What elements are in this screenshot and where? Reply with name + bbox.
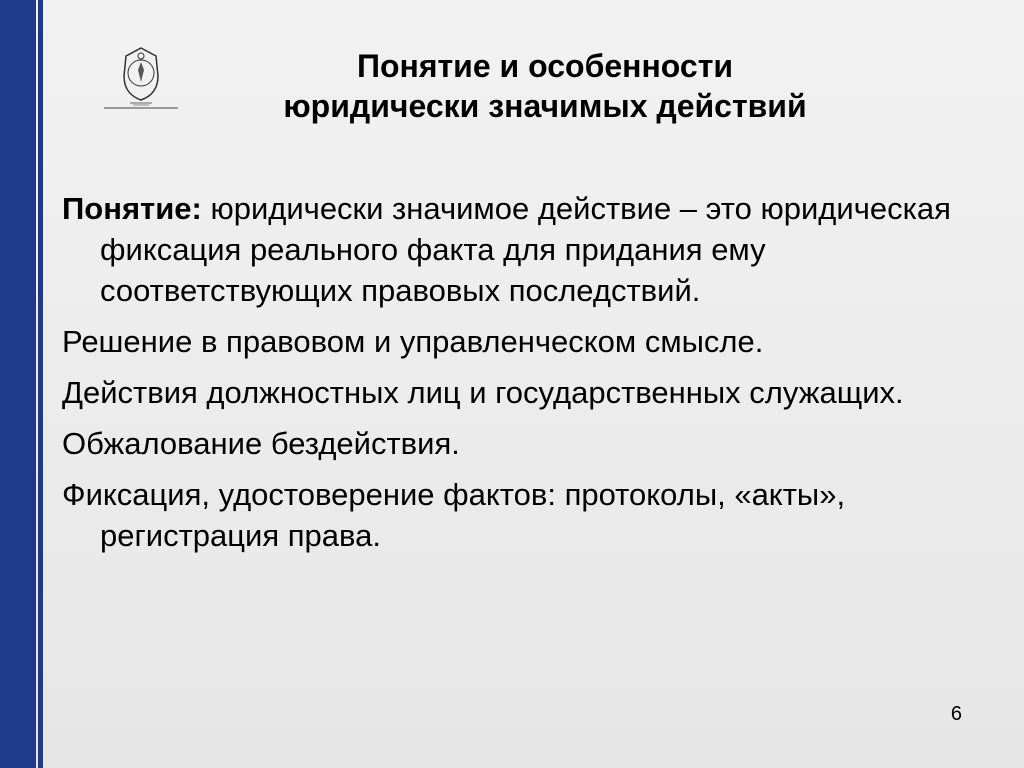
paragraph-text: Обжалование бездействия.	[62, 426, 460, 461]
left-accent-bar	[0, 0, 36, 768]
paragraph-text: юридически значимое действие – это юридическая фиксация реального факта для придания ему соответствующих правовых последствий.	[100, 191, 951, 308]
university-seal-icon	[100, 42, 182, 114]
paragraph-definition	[62, 188, 962, 311]
paragraph-text: Действия должностных лиц и государственных служащих.	[62, 375, 904, 410]
page-number: 6	[950, 703, 962, 725]
slide-title	[200, 46, 890, 126]
paragraph-text: Фиксация, удостоверение фактов: протоколы, «акты», регистрация права.	[62, 477, 846, 553]
left-accent-stripe	[38, 0, 43, 768]
paragraph-decision	[62, 321, 962, 362]
paragraph-inaction-appeal	[62, 423, 962, 464]
paragraph-fact-fixation	[62, 474, 962, 556]
paragraph-officials-actions	[62, 372, 962, 413]
slide-title-line-2: юридически значимых действий	[283, 88, 807, 124]
slide-body	[62, 188, 962, 566]
slide-title-line-1: Понятие и особенности	[356, 48, 734, 84]
paragraph-text: Решение в правовом и управленческом смысле.	[62, 324, 764, 359]
paragraph-lead: Понятие:	[62, 191, 202, 226]
